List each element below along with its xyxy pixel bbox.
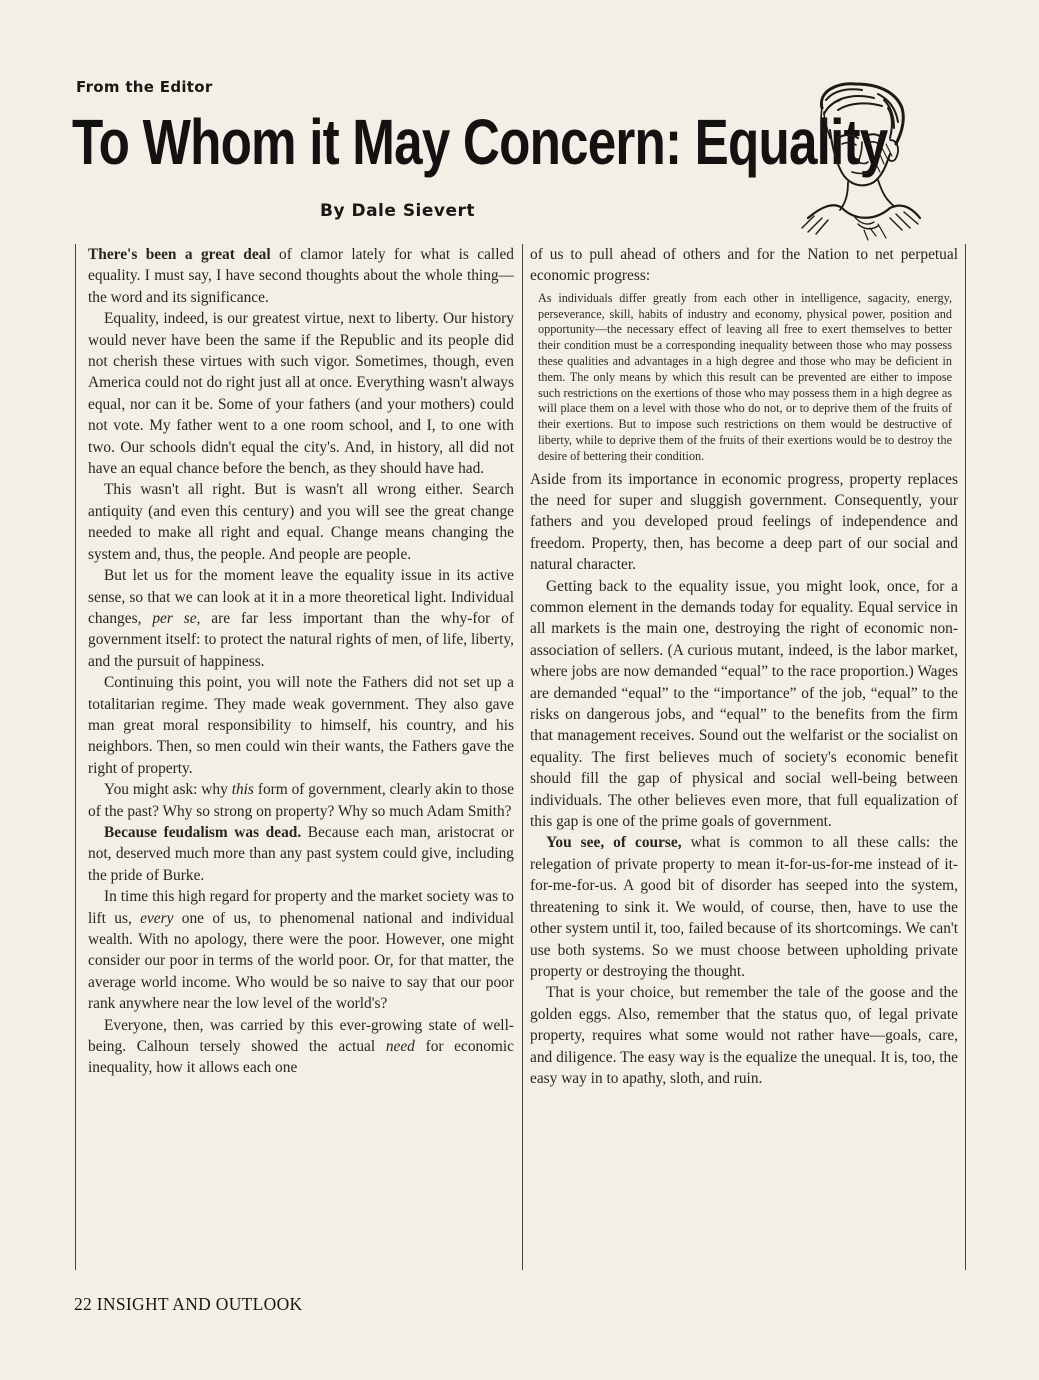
page-footer <box>74 1294 302 1315</box>
section-kicker: From the Editor <box>76 78 213 96</box>
emphasis: need <box>385 1038 415 1056</box>
right-column-rule <box>965 244 966 1270</box>
emphasis: per se, <box>152 609 201 627</box>
paragraph <box>88 822 514 886</box>
sketched-portrait-illustration <box>778 78 926 243</box>
paragraph-text: But let us for the moment leave the equality issue in its active sense, so that we can look at it in a more theoretical light. Individual changes, <box>88 567 514 627</box>
paragraph: Getting back to the equality issue, you might look, once, for a common element in the demands today for equality. Equal service in all markets is the main one, destroying the right of economic non-association of sellers. (A curious mutant, indeed, is the labor market, where jobs are now demanded “equal” to the race proportion.) Wages are demanded “equal” to the “importance” of the job, “equal” to the risks on dangerous jobs, and “equal” to the benefits from the firm that management receives. Sound out the welfarist or the socialist on equality. The first believes much of society's economic benefit should fill the gap of physical and social well-being between individuals. The other believes even more, that full equalization of this gap is one of the prime goals of government. <box>530 577 958 831</box>
paragraph <box>88 565 514 672</box>
paragraph-text: one of us, to phenomenal national and individual wealth. With no apology, there were the poor. However, one might consider our poor in terms of the world poor. Or, for that matter, the average world income. Who would be so naive to say that our poor rank anywhere near the low level of the world's? <box>88 909 514 1013</box>
paragraph-text: are far less important than the why-for of government itself: to protect the natural rights of men, of life, liberty, and the pursuit of happiness. <box>88 609 514 670</box>
left-column-rule <box>75 244 76 1270</box>
paragraph: Equality, indeed, is our greatest virtue, next to liberty. Our history would never have been the same if the Republic and its people did not cherish these virtues with such vigor. Sometimes, though, even America could not do right just all at once. Everything wasn't always equal, nor can it be. Some of your fathers (and your mothers) could not vote. My father went to a one room school, and I, to one with two. Our schools didn't equal the city's. And, in history, all did not have an equal chance before the bench, as they should have had. <box>88 310 514 478</box>
paragraph-text: Because each man, aristocrat or not, deserved much more than any past system could give, including the pride of Burke. <box>88 823 514 884</box>
block-quote: As individuals differ greatly from each other in intelligence, sagacity, energy, perseverance, skill, habits of industry and economy, physical power, position and opportunity—the necessary effect of leaving all free to exert themselves to better their condition must be a corresponding inequality between those who may possess these qualities and advantages in a high degree and those who may be deficient in them. The only means by which this result can be prevented are either to impose such restrictions on the exertions of those who may possess them in a high degree as will place them on a level with those who do not, or to deprive them of the fruits of their exertions. But to impose such restrictions on them would be destructive of liberty, while to deprive them of the fruits of their exertions would be to destroy the desire of bettering their condition. <box>538 290 952 463</box>
emphasis: every <box>140 909 174 927</box>
paragraph-text: In time this high regard for property and the market society was to lift us, <box>88 888 514 927</box>
article-column-left <box>88 244 514 1079</box>
paragraph-text: for economic inequality, how it allows each one <box>88 1038 515 1077</box>
paragraph-text: form of government, clearly akin to those of the past? Why so strong on property? Why so much Adam Smith? <box>88 781 514 820</box>
article-headline: To Whom it May Concern: Equality <box>72 106 888 178</box>
paragraph <box>530 832 958 982</box>
article-byline: By Dale Sievert <box>320 201 476 221</box>
lead-in: There's been a great deal <box>88 246 271 263</box>
paragraph-text: You might ask: why <box>104 781 232 799</box>
paragraph <box>88 779 514 822</box>
paragraph-text: of clamor lately for what is called equality. I must say, I have second thoughts about the whole thing—the word and its significance. <box>88 246 514 306</box>
paragraph: of us to pull ahead of others and for the Nation to net perpetual economic progress: <box>530 246 958 285</box>
article-column-right <box>530 244 958 1089</box>
lead-in: You see, of course, <box>546 834 682 852</box>
paragraph-text: Everyone, then, was carried by this ever-growing state of well-being. Calhoun tersely showed the actual <box>88 1016 514 1056</box>
paragraph: That is your choice, but remember the tale of the goose and the golden eggs. Also, remember that the status quo, of legal private property, requires what some would not rather have—goals, care, and diligence. The easy way is the equalize the unequal. It is, too, the easy way in to apathy, sloth, and ruin. <box>530 984 958 1087</box>
paragraph <box>88 886 514 1014</box>
center-column-rule <box>522 244 523 1270</box>
paragraph-text: what is common to all these calls: the relegation of private property to mean it-for-us-for-me instead of it-for-me-for-us. A good bit of disorder has seeped into the system, threatening to sink it. We would, of course, then, have to use the other system until it, too, failed because of its shortcomings. We can't use both systems. So we must choose between upholding private property or destroying the thought. <box>530 834 958 980</box>
publication-name: INSIGHT AND OUTLOOK <box>96 1294 303 1314</box>
paragraph <box>88 1015 514 1079</box>
paragraph: Continuing this point, you will note the Fathers did not set up a totalitarian regime. They made weak government. They also gave man great moral responsibility to himself, his country, and his neighbors. Then, so men could win their wants, the Fathers gave the right of property. <box>88 674 514 777</box>
lead-in: Because feudalism was dead. <box>104 823 302 841</box>
page-number: 22 <box>74 1294 93 1314</box>
paragraph: This wasn't all right. But is wasn't all wrong either. Search antiquity (and even this century) and you will see the great change needed to make all right and equal. Change means changing the system and, thus, the people. And people are people. <box>88 481 514 563</box>
emphasis: this <box>231 781 254 799</box>
paragraph <box>88 244 514 308</box>
paragraph: Aside from its importance in economic progress, property replaces the need for super and sluggish government. Consequently, your fathers and you developed proud feelings of independence and freedom. Property, then, has become a deep part of our social and natural character. <box>530 470 958 574</box>
